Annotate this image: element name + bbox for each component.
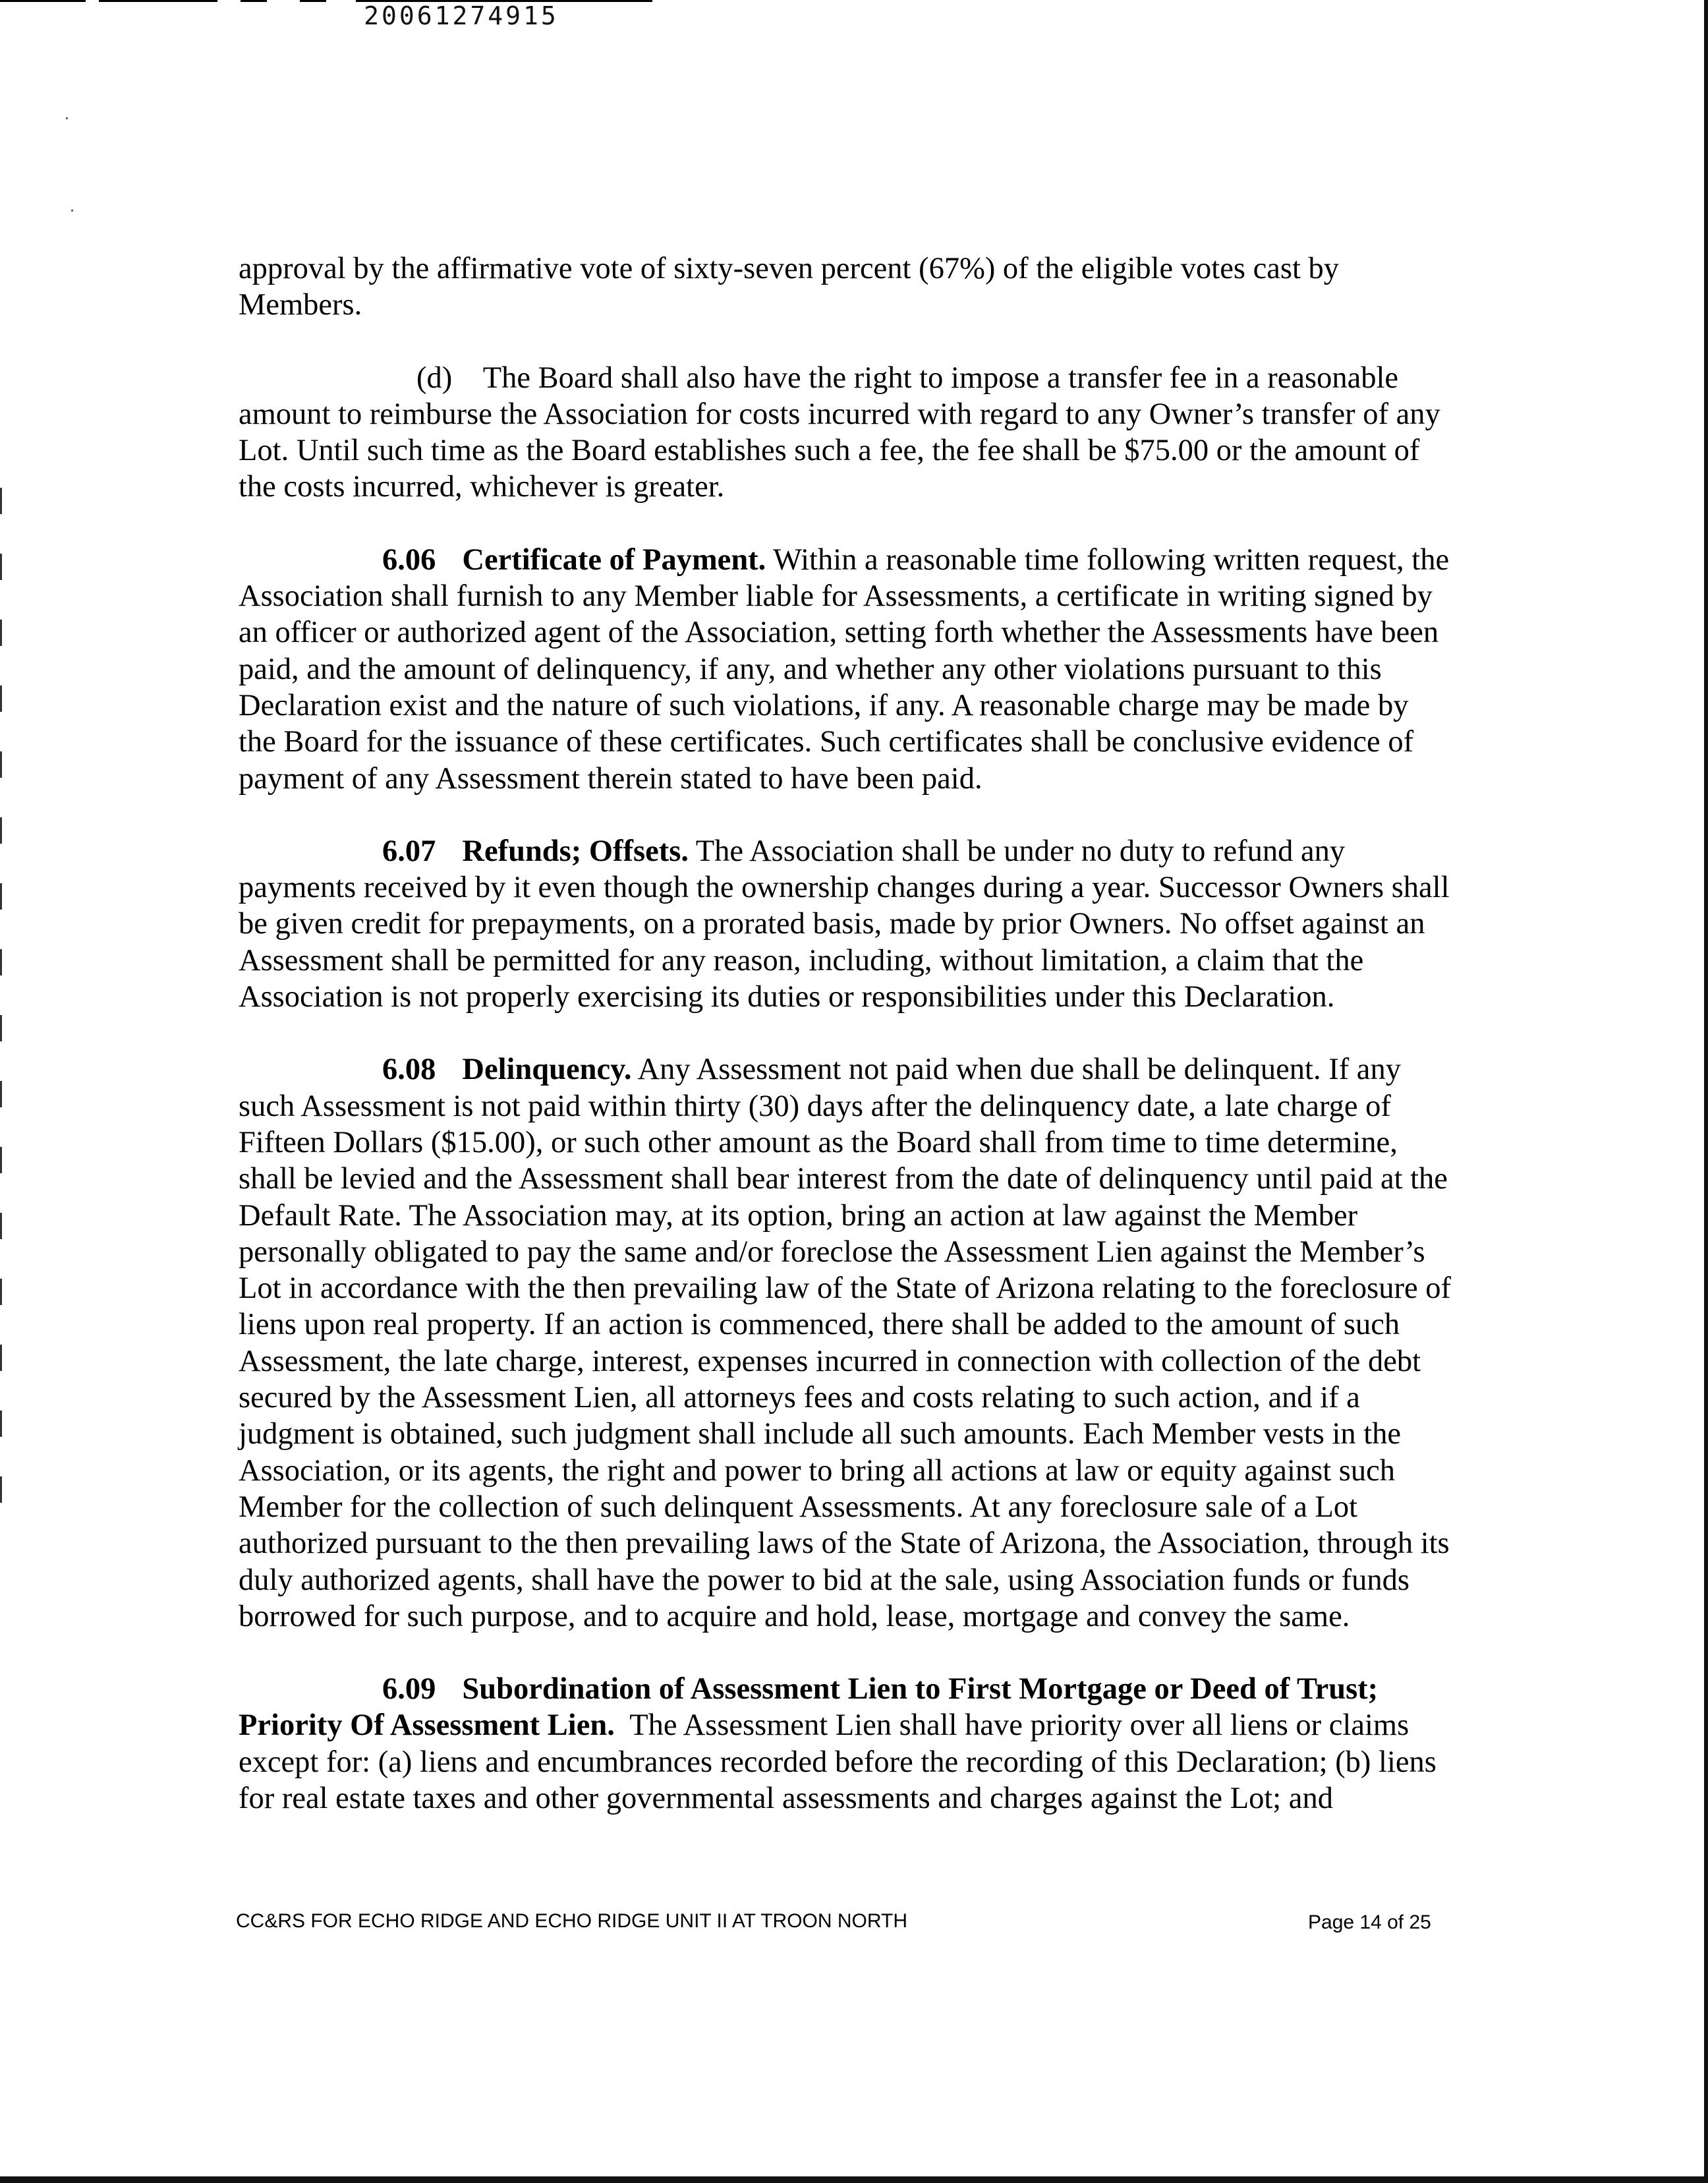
scan-edge-mark bbox=[0, 1147, 2, 1173]
scan-border-right bbox=[1704, 0, 1708, 2183]
scan-edge-mark bbox=[0, 554, 2, 580]
paragraph-text: The Board shall also have the right to impose a transfer fee in a reasonable amount to reimburse the Association for costs incurred with regard to any Owner’s transfer of any Lot. Until such time as the Board establishes such a fee, the fee shall be $75.00 or the amount of the costs incurred, whichever is greater. bbox=[239, 361, 1440, 504]
scan-edge-mark bbox=[0, 1015, 2, 1041]
scan-edge-mark bbox=[0, 1213, 2, 1239]
document-number: 20061274915 bbox=[364, 1, 559, 30]
paragraph-subsection-d bbox=[239, 360, 1451, 506]
scan-edge-mark bbox=[0, 1081, 2, 1107]
paragraph-text: approval by the affirmative vote of sixty-seven percent (67%) of the eligible votes cast by Members. bbox=[239, 252, 1340, 322]
scan-edge-mark bbox=[0, 1476, 2, 1503]
body-text bbox=[239, 250, 1451, 1853]
section-6-08 bbox=[239, 1051, 1451, 1635]
section-number: 6.06 bbox=[382, 542, 436, 577]
section-number: 6.08 bbox=[382, 1053, 436, 1087]
section-number: 6.07 bbox=[382, 834, 436, 868]
section-6-06 bbox=[239, 542, 1451, 797]
subsection-label: (d) bbox=[416, 361, 453, 395]
scan-edge-mark bbox=[0, 685, 2, 712]
section-6-07 bbox=[239, 833, 1451, 1015]
scan-edge-mark bbox=[0, 1345, 2, 1371]
scan-edge-mark bbox=[0, 620, 2, 646]
section-text: The Assessment Lien shall have priority over all liens or claims except for: (a) liens and encumbrances recorded before the recording of this Declaration; (b) liens for real estate taxes and other governmental assessments and charges against the Lot; and bbox=[239, 1708, 1437, 1815]
section-heading: Delinquency. bbox=[462, 1053, 632, 1087]
scan-edge-mark bbox=[0, 883, 2, 910]
footer-title: CC&RS FOR ECHO RIDGE AND ECHO RIDGE UNIT II AT TROON NORTH bbox=[236, 1910, 908, 1932]
section-text: Within a reasonable time following written request, the Association shall furnish to any Member liable for Assessments, a certificate in writing signed by an officer or authorized agent of the Association, setting forth whether the Assessments have been paid, and the amount of delinquency, if any, and whether any other violations pursuant to this Declaration exist and the nature of such violations, if any. A reasonable charge may be made by the Board for the issuance of these certificates. Such certificates shall be conclusive evidence of payment of any Assessment therein stated to have been paid. bbox=[239, 542, 1450, 796]
scan-speck bbox=[71, 210, 73, 212]
section-heading: Subordination of Assessment Lien to First Mortgage or Deed of Trust; Priority Of Assessment Lien. bbox=[239, 1672, 1379, 1743]
paragraph-intro bbox=[239, 250, 1451, 324]
section-number: 6.09 bbox=[382, 1672, 436, 1706]
section-6-09 bbox=[239, 1671, 1451, 1817]
section-text: Any Assessment not paid when due shall be delinquent. If any such Assessment is not paid within thirty (30) days after the delinquency date, a late charge of Fifteen Dollars ($15.00), or such other amount as the Board shall from time to time determine, shall be levied and the Assessment shall bear interest from the date of delinquency until paid at the Default Rate. The Association may, at its option, bring an action at law against the Member personally obligated to pay the same and/or foreclose the Assessment Lien against the Member’s Lot in accordance with the then prevailing law of the State of Arizona relating to the foreclosure of liens upon real property. If an action is commenced, there shall be added to the amount of such Assessment, the late charge, interest, expenses incurred in connection with collection of the debt secured by the Assessment Lien, all attorneys fees and costs relating to such action, and if a judgment is obtained, such judgment shall include all such amounts. Each Member vests in the Association, or its agents, the right and power to bring all actions at law or equity against such Member for the collection of such delinquent Assessments. At any foreclosure sale of a Lot authorized pursuant to the then prevailing laws of the State of Arizona, the Association, through its duly authorized agents, shall have the power to bid at the sale, using Association funds or funds borrowed for such purpose, and to acquire and hold, lease, mortgage and convey the same. bbox=[239, 1053, 1451, 1633]
section-text: The Association shall be under no duty to refund any payments received by it even though the ownership changes during a year. Successor Owners shall be given credit for prepayments, on a prorated basis, made by prior Owners. No offset against an Assessment shall be permitted for any reason, including, without limitation, a claim that the Association is not properly exercising its duties or responsibilities under this Declaration. bbox=[239, 834, 1450, 1014]
scan-edge-mark bbox=[0, 488, 2, 514]
scan-edge-mark bbox=[0, 949, 2, 975]
scan-edge-mark bbox=[0, 1279, 2, 1305]
scan-speck bbox=[66, 117, 68, 119]
scan-edge-mark bbox=[0, 751, 2, 778]
scan-edge-mark bbox=[0, 1411, 2, 1437]
scan-border-bottom bbox=[0, 2176, 1708, 2183]
footer-page-number: Page 14 of 25 bbox=[1308, 1911, 1431, 1933]
section-heading: Certificate of Payment. bbox=[462, 542, 766, 577]
section-heading: Refunds; Offsets. bbox=[462, 834, 689, 868]
scan-edge-mark bbox=[0, 817, 2, 844]
